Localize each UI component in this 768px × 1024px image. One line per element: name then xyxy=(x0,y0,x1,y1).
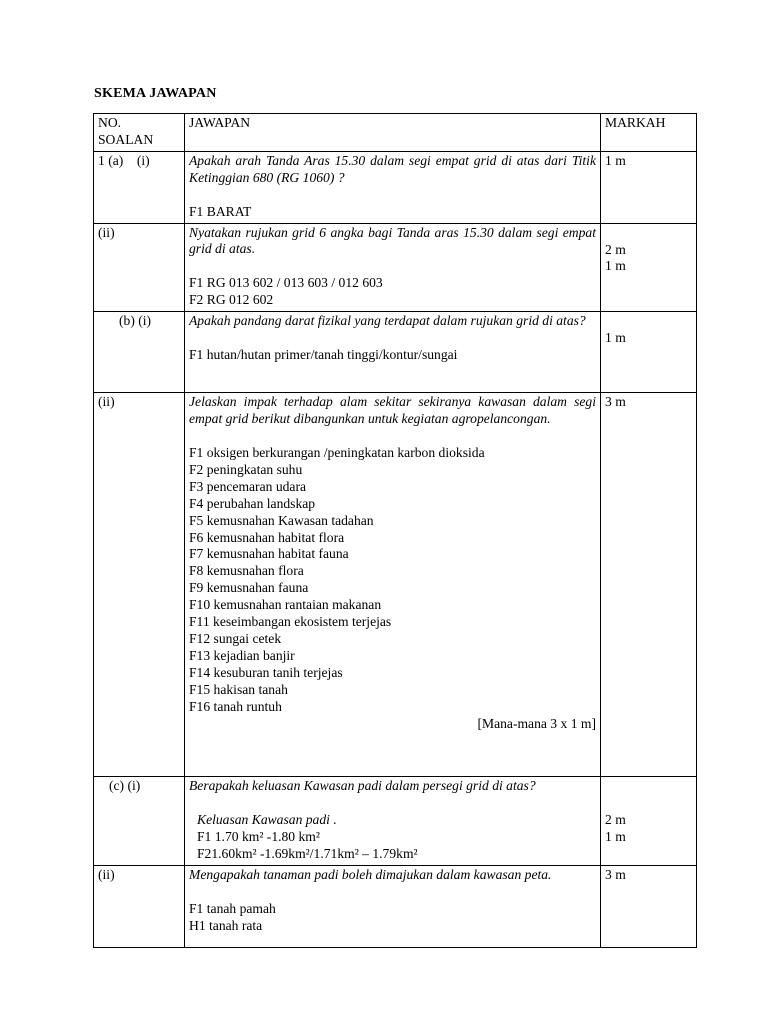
mark-cell xyxy=(601,393,697,777)
answer-point: F9 kemusnahan fauna xyxy=(189,580,309,596)
mark-value: 1 m xyxy=(605,330,626,346)
answer-point: F12 sungai cetek xyxy=(189,630,282,646)
answer-point: F4 perubahan landskap xyxy=(189,495,316,511)
mark-value: 3 m xyxy=(605,866,626,882)
question-number xyxy=(94,777,185,866)
answer-point: F1 oksigen berkurangan /peningkatan karbon dioksida xyxy=(189,444,485,460)
answer-point: F1 1.70 km² -1.80 km² xyxy=(197,828,320,844)
question-text: Apakah pandang darat fizikal yang terdapat dalam rujukan grid di atas? xyxy=(189,313,586,329)
mark-value: 1 m xyxy=(605,152,626,168)
answer-point: F8 kemusnahan flora xyxy=(189,563,304,579)
answer-point: F11 keseimbangan ekosistem terjejas xyxy=(189,614,392,630)
table-row xyxy=(94,777,697,866)
answer-point: F21.60km² -1.69km²/1.71km² – 1.79km² xyxy=(197,845,418,861)
answer-point: F7 kemusnahan habitat fauna xyxy=(189,546,349,562)
answer-point: F15 hakisan tanah xyxy=(189,681,288,697)
table-row xyxy=(94,151,697,223)
question-number-label: (ii) xyxy=(98,866,115,882)
question-number: 1 (a) (i) xyxy=(94,151,185,223)
answer-point: F1 hutan/hutan primer/tanah tinggi/kontur/sungai xyxy=(189,347,458,363)
answer-point: F5 kemusnahan Kawasan tadahan xyxy=(189,512,374,528)
answer-cell xyxy=(185,151,601,223)
answer-scheme-table xyxy=(93,113,697,948)
mark-value: 3 m xyxy=(605,394,626,410)
header-markah: MARKAH xyxy=(601,114,697,152)
answer-point: F14 kesuburan tanih terjejas xyxy=(189,664,343,680)
question-number-label: (ii) xyxy=(98,224,115,240)
mark-cell xyxy=(601,777,697,866)
answer-list xyxy=(189,445,596,716)
answer-cell xyxy=(185,312,601,393)
mark-value: 1 m xyxy=(605,829,626,845)
answer-cell xyxy=(185,865,601,947)
question-number-label: (b) (i) xyxy=(119,313,152,329)
answer-point: F6 kemusnahan habitat flora xyxy=(189,529,345,545)
marking-note: [Mana-mana 3 x 1 m] xyxy=(477,716,596,732)
header-no-soalan: NO. SOALAN xyxy=(94,114,185,152)
question-text: Berapakah keluasan Kawasan padi dalam persegi grid di atas? xyxy=(189,778,536,794)
answer-subheading: Keluasan Kawasan padi . xyxy=(197,812,337,828)
question-text: Nyatakan rujukan grid 6 angka bagi Tanda aras 15.30 dalam segi empat grid di atas. xyxy=(189,224,596,257)
answer-point: H1 tanah rata xyxy=(189,917,263,933)
mark-value: 2 m xyxy=(605,812,626,828)
answer-point: F2 peningkatan suhu xyxy=(189,461,303,477)
question-number-label: (ii) xyxy=(98,394,115,410)
mark-value: 1 m xyxy=(605,258,626,274)
question-number-label: (c) (i) xyxy=(109,778,141,794)
answer-point: F1 RG 013 602 / 013 603 / 012 603 xyxy=(189,275,383,291)
table-row xyxy=(94,312,697,393)
question-number xyxy=(94,393,185,777)
mark-cell xyxy=(601,223,697,312)
table-row xyxy=(94,865,697,947)
mark-cell xyxy=(601,865,697,947)
header-jawapan: JAWAPAN xyxy=(185,114,601,152)
question-text: Mengapakah tanaman padi boleh dimajukan dalam kawasan peta. xyxy=(189,866,552,882)
question-number xyxy=(94,865,185,947)
answer-point: F10 kemusnahan rantaian makanan xyxy=(189,597,382,613)
answer-cell xyxy=(185,777,601,866)
question-number xyxy=(94,223,185,312)
answer-point: F1 tanah pamah xyxy=(189,900,276,916)
table-row xyxy=(94,393,697,777)
mark-cell xyxy=(601,312,697,393)
table-row xyxy=(94,223,697,312)
answer-point: F13 kejadian banjir xyxy=(189,647,295,663)
answer-point: F2 RG 012 602 xyxy=(189,292,274,308)
answer-cell xyxy=(185,223,601,312)
question-text: Apakah arah Tanda Aras 15.30 dalam segi empat grid di atas dari Titik Ketinggian 680 (RG 1060) ? xyxy=(189,152,596,185)
page-title: SKEMA JAWAPAN xyxy=(94,86,217,101)
table-header-row xyxy=(94,114,697,152)
answer-point: F1 BARAT xyxy=(189,203,252,219)
answer-cell xyxy=(185,393,601,777)
answer-point: F16 tanah runtuh xyxy=(189,698,282,714)
answer-point: F3 pencemaran udara xyxy=(189,478,307,494)
question-text: Jelaskan impak terhadap alam sekitar sekiranya kawasan dalam segi empat grid berikut dibangunkan untuk kegiatan agropelancongan. xyxy=(189,394,596,427)
question-number xyxy=(94,312,185,393)
mark-value: 2 m xyxy=(605,241,626,257)
mark-cell xyxy=(601,151,697,223)
